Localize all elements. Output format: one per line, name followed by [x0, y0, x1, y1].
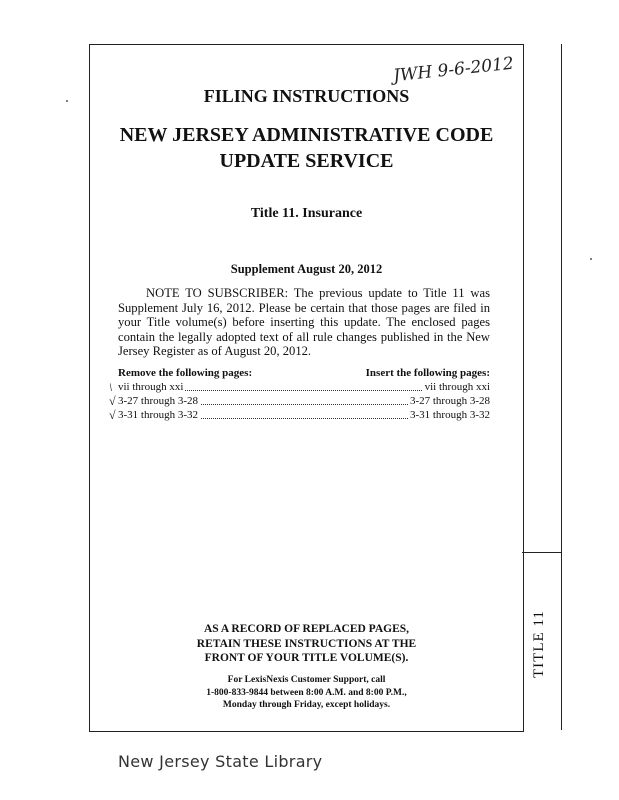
support-line3: Monday through Friday, except holidays. [222, 700, 391, 710]
code-title-line1: NEW JERSEY ADMINISTRATIVE CODE [119, 124, 494, 146]
filing-instructions-heading: FILING INSTRUCTIONS [203, 86, 410, 106]
code-title-line2: UPDATE SERVICE [219, 150, 394, 172]
supplement-date: Supplement August 20, 2012 [230, 262, 383, 276]
remove-pages-header: Remove the following pages: [118, 367, 253, 379]
record-line3: FRONT OF YOUR TITLE VOLUME(S). [204, 652, 409, 664]
page-row [109, 394, 490, 409]
title-tab-label: TITLE 11 [531, 610, 547, 678]
page-row [109, 380, 490, 395]
tab-border-right [561, 44, 562, 730]
handwritten-note: JWH 9-6-2012 [392, 53, 515, 87]
record-line1: AS A RECORD OF REPLACED PAGES, [203, 623, 410, 635]
insert-pages: vii through xxi [424, 381, 490, 393]
note-to-subscriber [118, 286, 490, 359]
check-mark: \ [109, 380, 113, 394]
record-line2: RETAIN THESE INSTRUCTIONS AT THE [196, 637, 417, 650]
remove-pages: vii through xxi [118, 381, 184, 393]
library-stamp: New Jersey State Library [118, 752, 323, 771]
customer-support-info [90, 674, 523, 712]
check-mark: √ [109, 408, 116, 422]
check-mark: √ [109, 394, 116, 408]
record-instructions [90, 622, 523, 666]
remove-pages: 3-31 through 3-32 [118, 409, 199, 421]
page-row [109, 408, 490, 423]
insert-pages: 3-27 through 3-28 [409, 395, 490, 407]
support-line1: For LexisNexis Customer Support, call [227, 675, 386, 685]
insert-pages-header: Insert the following pages: [365, 367, 490, 379]
tab-border-top [522, 552, 562, 553]
support-line2: 1-800-833-9844 between 8:00 A.M. and 8:00 P.M., [206, 687, 407, 698]
insert-pages: 3-31 through 3-32 [409, 409, 490, 421]
scan-speck [66, 100, 68, 102]
title-name: Title 11. Insurance [250, 206, 363, 221]
note-text: NOTE TO SUBSCRIBER: The previous update to Title 11 was Supplement July 16, 2012. Please be certain that those pages are filed in your Title volume(s) before inserting this update. The enclosed pages contain the legally adopted text of all rule changes published in the New Jersey Register as of August 20, 2012. [118, 286, 490, 359]
remove-pages: 3-27 through 3-28 [118, 395, 199, 407]
scan-speck [590, 258, 592, 260]
